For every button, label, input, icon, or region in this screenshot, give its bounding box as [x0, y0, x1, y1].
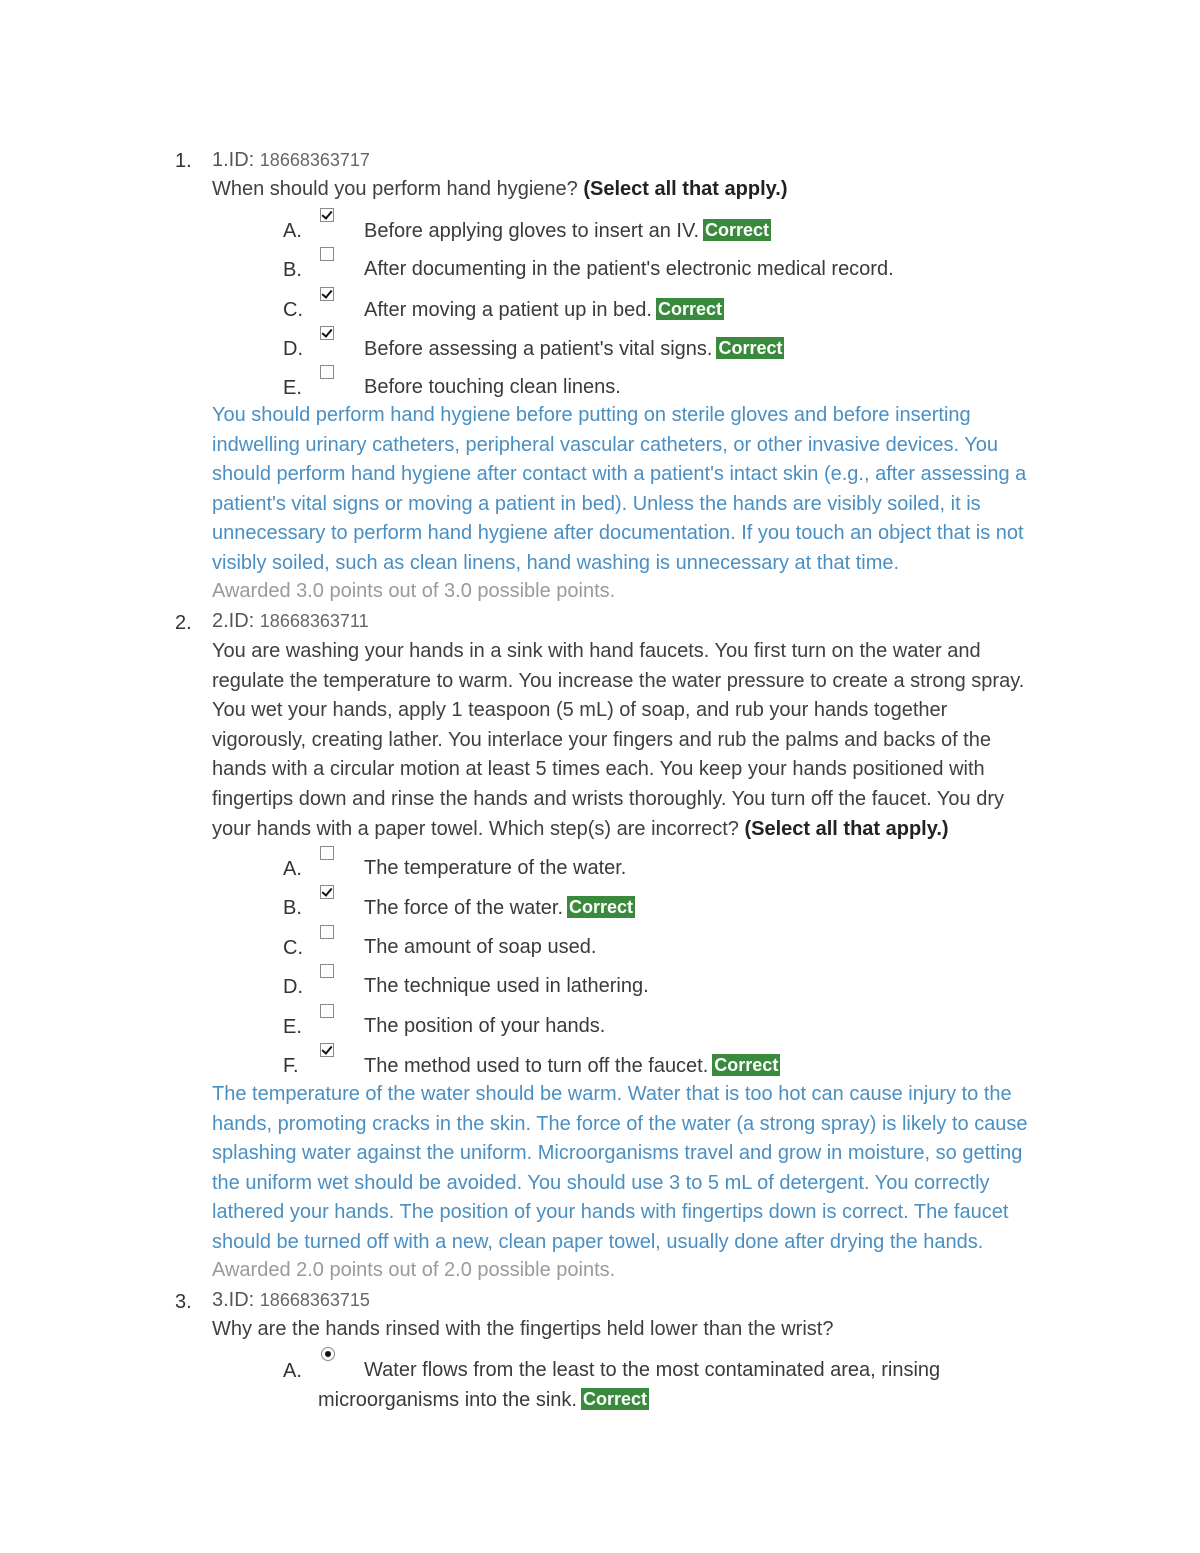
question-prompt: You are washing your hands in a sink with hand faucets. You first turn on the water and regulate the temperature to warm. You increase the water pressure to create a strong spray. You wet your hands, apply 1 teaspoon (5 mL) of soap, and rub your hands together vigorously, creating lather. You interlace your fingers and rub the palms and backs of the hands with a circular motion at least 5 times each. You keep your hands positioned with fingertips down and rinse the hands and wrists thoroughly. You turn off the faucet. You dry your hands with a paper towel. Which step(s) are incorrect? (Select all that apply.): [212, 640, 1025, 840]
checkbox-checked[interactable]: [320, 885, 334, 899]
option-b[interactable]: B. The force of the water. Correct: [0, 889, 1200, 928]
checkbox-unchecked[interactable]: [320, 1004, 334, 1018]
option-a[interactable]: A. Water flows from the least to the most contaminated area, rinsing: [0, 1352, 1200, 1391]
checkbox-checked[interactable]: [320, 1043, 334, 1057]
feedback-text: You should perform hand hygiene before putting on sterile gloves and before inserting indwelling urinary catheters, peripheral vascular catheters, or other invasive devices. You should perform hand hygiene after contact with a patient's intact skin (e.g., after assessing a patient's vital signs or moving a patient in bed). Unless the hands are visibly soiled, it is unnecessary to perform hand hygiene after documentation. If you touch an object that is not visibly soiled, such as clean linens, hand washing is unnecessary at that time.: [212, 404, 1027, 574]
question-number: 2.: [175, 612, 192, 634]
checkbox-unchecked[interactable]: [320, 365, 334, 379]
awarded-points: Awarded 3.0 points out of 3.0 possible points.: [212, 580, 616, 602]
correct-badge: Correct: [657, 299, 722, 319]
checkbox-unchecked[interactable]: [320, 247, 334, 261]
checkbox-unchecked[interactable]: [320, 925, 334, 939]
correct-badge: Correct: [705, 220, 770, 240]
option-e[interactable]: E. Before touching clean linens.: [0, 369, 1200, 408]
option-a-continuation: microorganisms into the sink. Correct: [318, 1389, 648, 1411]
question-number: 3.: [175, 1291, 192, 1313]
option-c[interactable]: C. The amount of soap used.: [0, 929, 1200, 968]
option-f[interactable]: F. The method used to turn off the faucet. Correct: [0, 1047, 1200, 1086]
option-d[interactable]: D. Before assessing a patient's vital signs. Correct: [0, 330, 1200, 369]
question-id: 1.ID: 18668363717: [212, 149, 370, 171]
option-a[interactable]: A. The temperature of the water.: [0, 850, 1200, 889]
option-b[interactable]: B. After documenting in the patient's electronic medical record.: [0, 251, 1200, 290]
checkbox-unchecked[interactable]: [320, 846, 334, 860]
question-id: 2.ID: 18668363711: [212, 610, 369, 632]
checkbox-checked[interactable]: [320, 208, 334, 222]
question-prompt: Why are the hands rinsed with the fingertips held lower than the wrist?: [212, 1318, 834, 1340]
awarded-points: Awarded 2.0 points out of 2.0 possible points.: [212, 1259, 616, 1281]
question-prompt: When should you perform hand hygiene? (Select all that apply.): [212, 178, 788, 200]
option-a[interactable]: A. Before applying gloves to insert an IV. Correct: [0, 212, 1200, 251]
correct-badge: Correct: [569, 897, 634, 917]
option-e[interactable]: E. The position of your hands.: [0, 1008, 1200, 1047]
checkbox-unchecked[interactable]: [320, 964, 334, 978]
feedback-text: The temperature of the water should be warm. Water that is too hot can cause injury to the hands, promoting cracks in the skin. The force of the water (a strong spray) is likely to cause splashing water against the uniform. Microorganisms travel and grow in moisture, so getting the uniform wet should be avoided. You should use 3 to 5 mL of detergent. You correctly lathered your hands. The position of your hands with fingertips down is correct. The faucet should be turned off with a new, clean paper towel, usually done after drying the hands.: [212, 1083, 1028, 1253]
radio-selected[interactable]: [321, 1347, 335, 1361]
correct-badge: Correct: [714, 1055, 779, 1075]
option-d[interactable]: D. The technique used in lathering.: [0, 968, 1200, 1007]
checkbox-checked[interactable]: [320, 326, 334, 340]
checkbox-checked[interactable]: [320, 287, 334, 301]
question-id: 3.ID: 18668363715: [212, 1289, 370, 1311]
correct-badge: Correct: [582, 1389, 648, 1409]
option-c[interactable]: C. After moving a patient up in bed. Correct: [0, 291, 1200, 330]
question-number: 1.: [175, 150, 192, 172]
correct-badge: Correct: [718, 338, 783, 358]
